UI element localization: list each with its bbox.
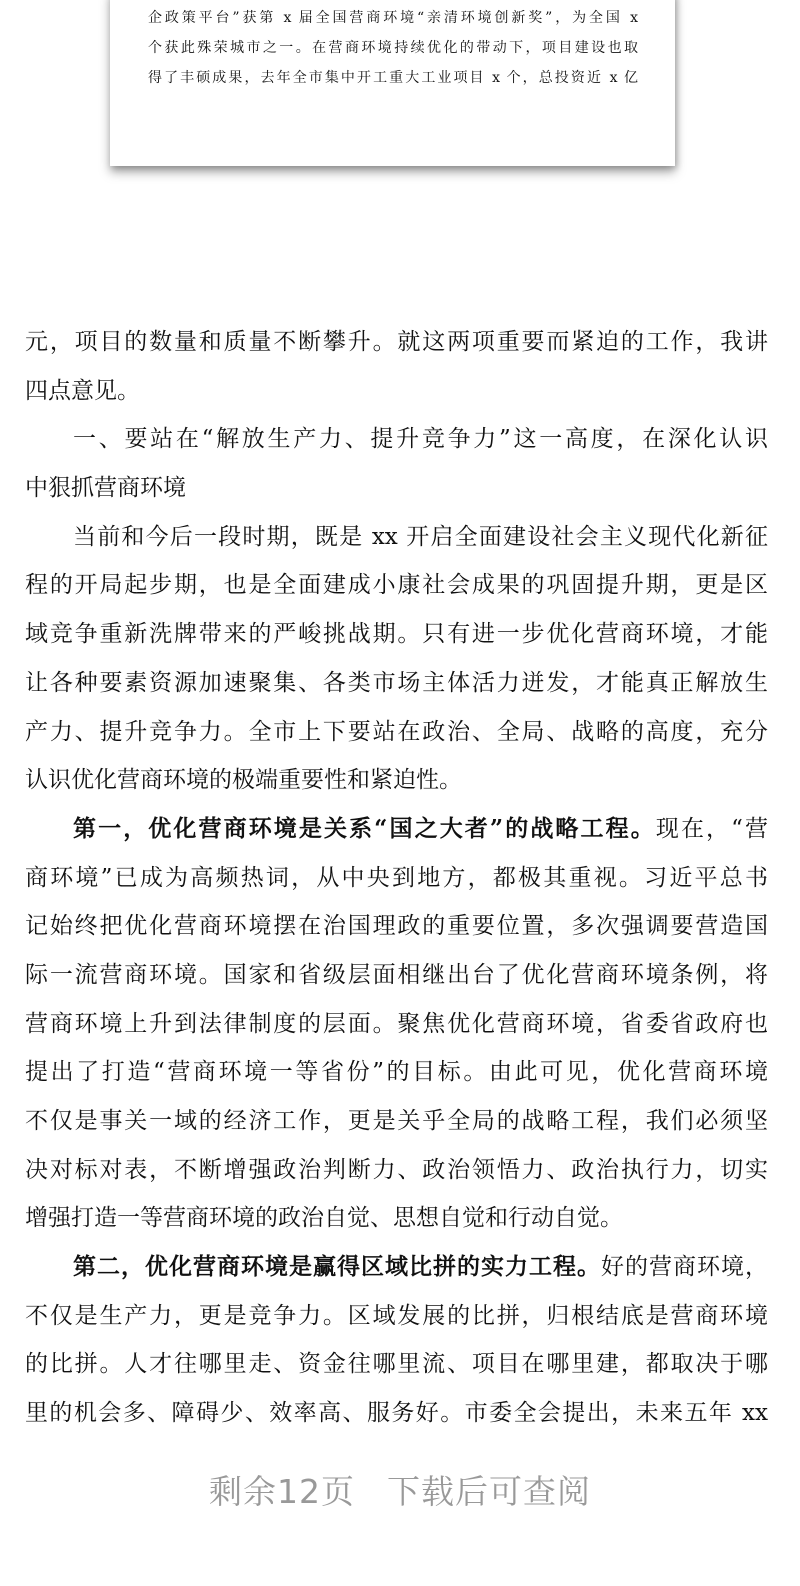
document-line: [25, 464, 768, 513]
line-text: 好的营商环境，: [601, 1254, 768, 1281]
line-text: 产力、提升竞争力。全市上下要站在政治、全局、战略的高度，充分: [25, 718, 768, 745]
line-text: 不仅是生产力，更是竞争力。区域发展的比拼，归根结底是营商环境: [25, 1302, 768, 1329]
document-line: [25, 1000, 768, 1049]
document-line: [25, 805, 768, 854]
line-text: 元，项目的数量和质量不断攀升。就这两项重要而紧迫的工作，我讲: [25, 329, 768, 355]
document-line: [25, 1048, 768, 1097]
line-text: 认识优化营商环境的极端重要性和紧迫性。: [25, 767, 462, 794]
line-text: 提出了打造“营商环境一等省份”的目标。由此可见，优化营商环境: [25, 1059, 768, 1086]
document-line: [25, 513, 768, 562]
line-text: 四点意见。: [25, 377, 140, 404]
document-line: [25, 902, 768, 951]
document-line: [25, 1194, 768, 1243]
bold-heading: 第一，优化营商环境是关系“国之大者”的战略工程。: [73, 814, 656, 842]
document-line: [25, 318, 768, 367]
document-line: [25, 1097, 768, 1146]
document-line: [25, 415, 768, 464]
line-text: 记始终把优化营商环境摆在治国理政的重要位置，多次强调要营造国: [25, 913, 768, 940]
preview-card: [110, 0, 675, 166]
download-hint: 下载后可查阅: [387, 1472, 591, 1511]
line-text: 程的开局起步期，也是全面建成小康社会成果的巩固提升期，更是区: [25, 572, 768, 599]
document-line: [25, 610, 768, 659]
document-line: [25, 756, 768, 805]
download-prompt[interactable]: [0, 1466, 800, 1513]
bold-heading: 第二，优化营商环境是赢得区域比拼的实力工程。: [73, 1253, 601, 1281]
card-line: 企政策平台”获第 x 届全国营商环境“亲清环境创新奖”，为全国 x: [148, 10, 638, 26]
line-text: 现在，“营: [655, 815, 768, 842]
line-text: 营商环境上升到法律制度的层面。聚焦优化营商环境，省委省政府也: [25, 1010, 768, 1037]
line-text: 决对标对表，不断增强政治判断力、政治领悟力、政治执行力，切实: [25, 1156, 768, 1183]
line-text: 中狠抓营商环境: [25, 475, 186, 502]
document-line: [25, 367, 768, 416]
line-text: 让各种要素资源加速聚集、各类市场主体活力迸发，才能真正解放生: [25, 669, 768, 696]
document-line: [25, 561, 768, 610]
line-text: 不仅是事关一域的经济工作，更是关乎全局的战略工程，我们必须坚: [25, 1108, 768, 1134]
document-line: [25, 659, 768, 708]
line-text: 商环境”已成为高频热词，从中央到地方，都极其重视。习近平总书: [25, 864, 768, 891]
line-text: 际一流营商环境。国家和省级层面相继出台了优化营商环境条例，将: [25, 961, 768, 988]
line-text: 里的机会多、障碍少、效率高、服务好。市委全会提出，未来五年 xx: [25, 1400, 768, 1427]
document-line: [25, 951, 768, 1000]
line-text: 域竞争重新洗牌带来的严峻挑战期。只有进一步优化营商环境，才能: [25, 621, 768, 648]
document-line: [25, 854, 768, 903]
line-text: 当前和今后一段时期，既是 xx 开启全面建设社会主义现代化新征: [73, 523, 768, 550]
document-line: [25, 1146, 768, 1195]
card-line: 得了丰硕成果，去年全市集中开工重大工业项目 x 个，总投资近 x 亿: [148, 70, 638, 86]
document-line: [25, 1389, 768, 1438]
line-text: 一、要站在“解放生产力、提升竞争力”这一高度，在深化认识: [73, 426, 768, 453]
line-text: 增强打造一等营商环境的政治自觉、思想自觉和行动自觉。: [25, 1205, 623, 1232]
card-line: 个获此殊荣城市之一。在营商环境持续优化的带动下，项目建设也取: [148, 40, 638, 56]
document-body: [25, 318, 768, 1438]
line-text: 的比拼。人才往哪里走、资金往哪里流、项目在哪里建，都取决于哪: [25, 1351, 768, 1378]
remaining-pages: 剩余12页: [209, 1472, 355, 1511]
document-line: [25, 1292, 768, 1341]
document-line: [25, 1243, 768, 1292]
document-line: [25, 1340, 768, 1389]
document-line: [25, 708, 768, 757]
